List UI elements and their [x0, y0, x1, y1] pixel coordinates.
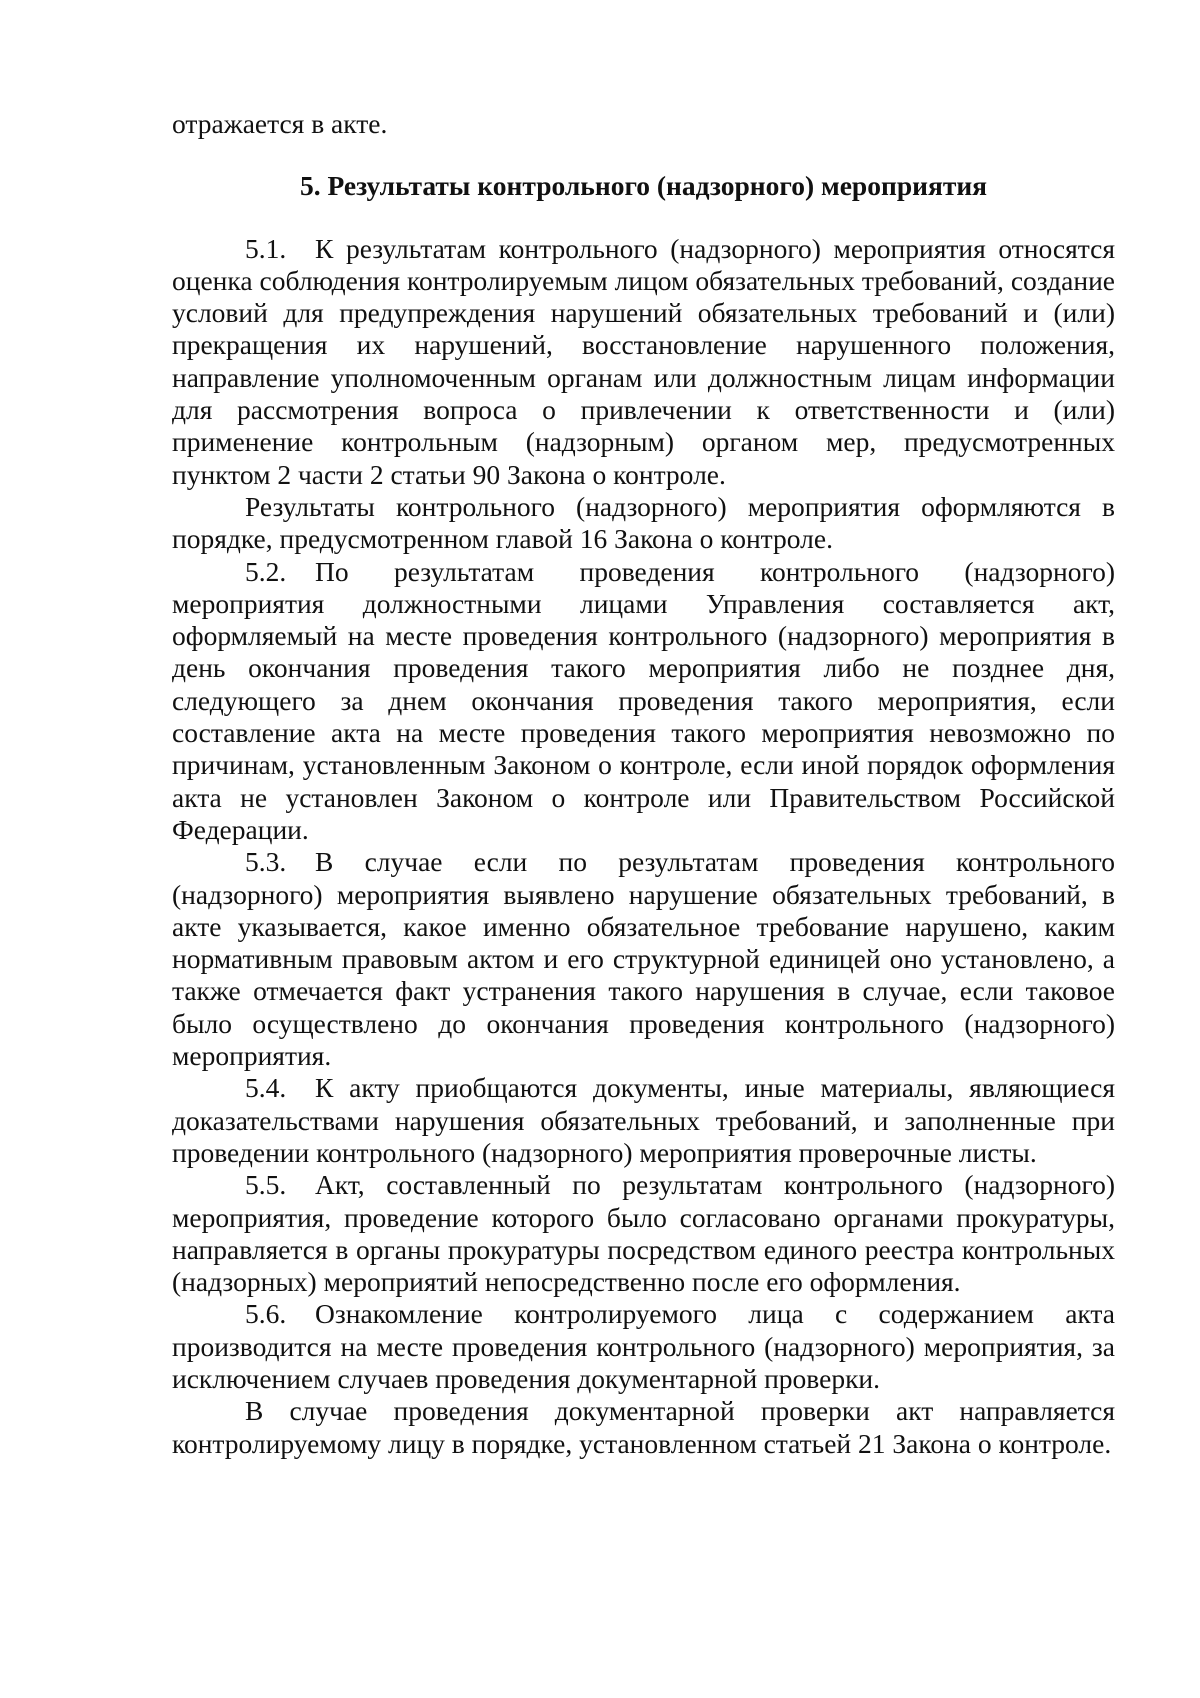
paragraph-text: В случае проведения документарной проверки акт направляется контролируемому лицу в порядке, установленном статьей 21 Закона о контроле. [172, 1395, 1115, 1459]
paragraph-5-6-continued [172, 1395, 1115, 1460]
paragraph-text: Ознакомление контролируемого лица с содержанием акта производится на месте проведения контрольного (надзорного) мероприятия, за исключением случаев проведения документарной проверки. [172, 1298, 1115, 1394]
document-body [172, 108, 1115, 1460]
paragraph-5-1 [172, 233, 1115, 491]
continuation-text: отражается в акте. [172, 108, 388, 139]
paragraph-number: 5.1. [245, 232, 287, 264]
paragraph-text: Результаты контрольного (надзорного) мероприятия оформляются в порядке, предусмотренном главой 16 Закона о контроле. [172, 490, 1115, 555]
paragraph-number: 5.5. [245, 1169, 287, 1201]
paragraph-text: Акт, составленный по результатам контрольного (надзорного) мероприятия, проведение которого было согласовано органами прокуратуры, направляется в органы прокуратуры посредством единого реестра контрольных (надзорных) мероприятий непосредственно после его оформления. [172, 1169, 1115, 1298]
paragraph-text: В случае если по результатам проведения контрольного (надзорного) мероприятия выявлено нарушение обязательных требований, в акте указывается, какое именно обязательное требование нарушено, каким нормативным правовым актом и его структурной единицей оно установлено, а также отмечается факт устранения такого нарушения в случае, если таковое было осуществлено до окончания проведения контрольного (надзорного) мероприятия. [172, 846, 1115, 1072]
paragraph-text: К результатам контрольного (надзорного) мероприятия относятся оценка соблюдения контролируемым лицом обязательных требований, создание условий для предупреждения нарушений обязательных требований и (или) прекращения их нарушений, восстановление нарушенного положения, направление уполномоченным органам или должностным лицам информации для рассмотрения вопроса о привлечении к ответственности и (или) применение контрольным (надзорным) органом мер, предусмотренных пунктом 2 части 2 статьи 90 Закона о контроле. [172, 232, 1115, 490]
paragraph-number: 5.3. [245, 846, 287, 878]
paragraph-text: К акту приобщаются документы, иные материалы, являющиеся доказательствами нарушения обязательных требований, и заполненные при проведении контрольного (надзорного) мероприятия проверочные листы. [172, 1072, 1115, 1168]
paragraph-5-1-continued [172, 491, 1115, 556]
paragraph-number: 5.2. [245, 555, 287, 587]
paragraph-number: 5.4. [245, 1072, 287, 1104]
paragraph-5-3 [172, 846, 1115, 1072]
paragraph-text: По результатам проведения контрольного (надзорного) мероприятия должностными лицами Управления составляется акт, оформляемый на месте проведения контрольного (надзорного) мероприятия в день окончания проведения такого мероприятия либо не позднее дня, следующего за днем окончания проведения такого мероприятия, если составление акта на месте проведения такого мероприятия невозможно по причинам, установленным Законом о контроле, если иной порядок оформления акта не установлен Законом о контроле или Правительством Российской Федерации. [172, 555, 1115, 845]
paragraph-5-5 [172, 1169, 1115, 1298]
paragraph-5-6 [172, 1298, 1115, 1395]
paragraph-number: 5.6. [245, 1298, 287, 1330]
paragraph-5-4 [172, 1072, 1115, 1169]
section-heading: 5. Результаты контрольного (надзорного) мероприятия [299, 170, 988, 202]
paragraph-5-2 [172, 556, 1115, 847]
